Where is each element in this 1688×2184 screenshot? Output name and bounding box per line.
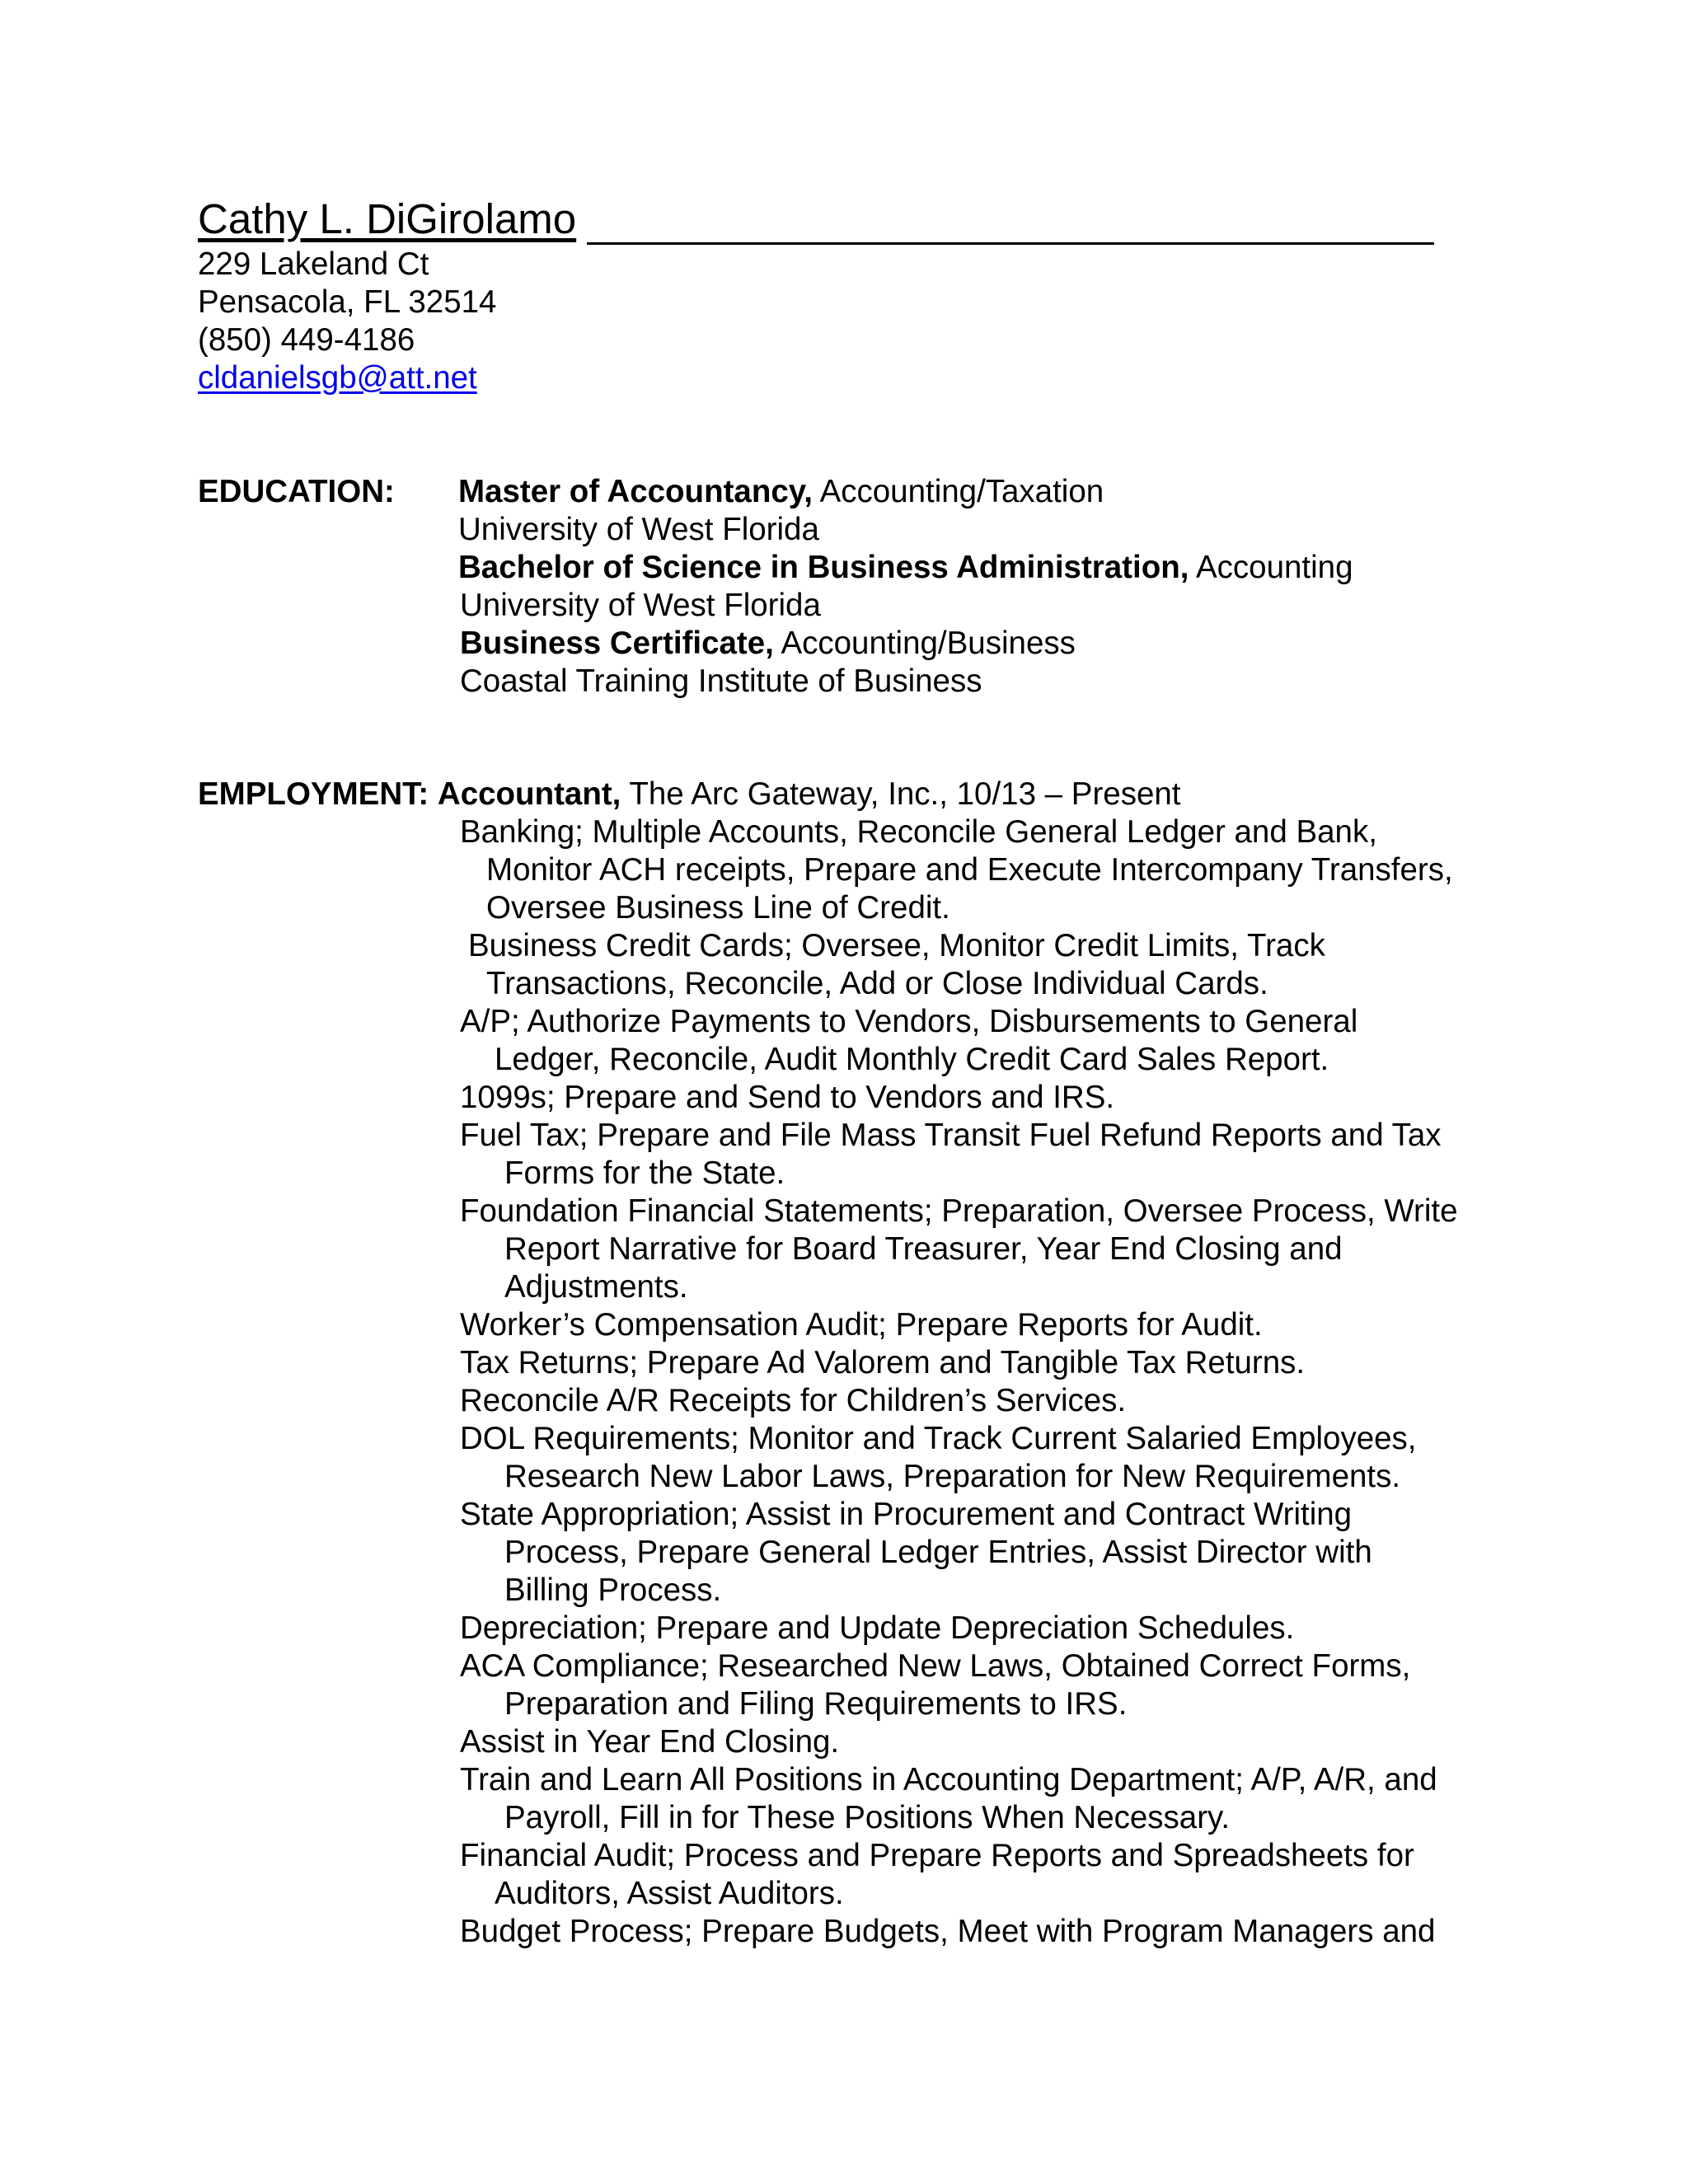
name-underline-rule — [587, 242, 1434, 245]
duty-line: Process, Prepare General Ledger Entries, Assist Director with — [504, 1535, 1372, 1570]
degree-title: Business Certificate, — [460, 626, 774, 661]
job-title: Accountant, — [437, 776, 621, 812]
duty-line: Adjustments. — [504, 1269, 688, 1305]
duty-line: Budget Process; Prepare Budgets, Meet with Program Managers and — [460, 1914, 1436, 1949]
duty-line: 1099s; Prepare and Send to Vendors and IRS. — [460, 1080, 1115, 1115]
employment-heading: EMPLOYMENT: — [198, 776, 429, 812]
degree-title: Master of Accountancy, — [458, 474, 814, 509]
duty-line: Forms for the State. — [504, 1155, 785, 1191]
education-entry-3-degree-line — [460, 625, 1076, 663]
duty-line: Financial Audit; Process and Prepare Reports and Spreadsheets for — [460, 1838, 1414, 1873]
duty-line: A/P; Authorize Payments to Vendors, Disbursements to General — [460, 1004, 1358, 1039]
duty-line: Transactions, Reconcile, Add or Close Individual Cards. — [486, 966, 1268, 1001]
degree-title: Bachelor of Science in Business Administration, — [458, 550, 1189, 585]
duty-line: Preparation and Filing Requirements to IRS. — [504, 1686, 1128, 1722]
degree-field: Accounting/Taxation — [813, 474, 1104, 509]
degree-field: Accounting/Business — [773, 626, 1076, 661]
email-link[interactable]: cldanielsgb@att.net — [198, 360, 477, 396]
duty-line: Oversee Business Line of Credit. — [486, 890, 950, 926]
duty-line: Payroll, Fill in for These Positions When Necessary. — [504, 1800, 1231, 1835]
duty-line: Assist in Year End Closing. — [460, 1724, 840, 1760]
duty-line: Research New Labor Laws, Preparation for New Requirements. — [504, 1459, 1401, 1494]
duty-line: Foundation Financial Statements; Preparation, Oversee Process, Write — [460, 1193, 1458, 1229]
phone-number: (850) 449-4186 — [198, 322, 415, 358]
education-entry-2-school: University of West Florida — [460, 588, 821, 623]
duty-line: Banking; Multiple Accounts, Reconcile General Ledger and Bank, — [460, 814, 1377, 850]
duty-line: Reconcile A/R Receipts for Children’s Services. — [460, 1383, 1127, 1418]
education-entry-3-school: Coastal Training Institute of Business — [460, 663, 982, 699]
duty-line: Worker’s Compensation Audit; Prepare Reports for Audit. — [460, 1307, 1263, 1343]
duty-line: Ledger, Reconcile, Audit Monthly Credit Card Sales Report. — [495, 1042, 1329, 1077]
duty-line: Train and Learn All Positions in Accounting Department; A/P, A/R, and — [460, 1762, 1437, 1797]
duty-line: Depreciation; Prepare and Update Depreciation Schedules. — [460, 1610, 1295, 1646]
applicant-name: Cathy L. DiGirolamo — [198, 195, 577, 242]
duty-line: Auditors, Assist Auditors. — [495, 1876, 844, 1911]
duty-line: Business Credit Cards; Oversee, Monitor Credit Limits, Track — [468, 928, 1325, 963]
duty-line: Monitor ACH receipts, Prepare and Execute Intercompany Transfers, — [486, 852, 1453, 888]
duty-line: Billing Process. — [504, 1572, 722, 1608]
education-entry-1-school: University of West Florida — [458, 512, 819, 547]
job-employer-dates: The Arc Gateway, Inc., 10/13 – Present — [621, 776, 1181, 812]
duty-line: DOL Requirements; Monitor and Track Current Salaried Employees, — [460, 1421, 1417, 1456]
employment-header-line — [198, 776, 1180, 813]
duty-line: Fuel Tax; Prepare and File Mass Transit Fuel Refund Reports and Tax — [460, 1118, 1442, 1153]
education-entry-2-degree-line — [458, 549, 1353, 587]
address-line-1: 229 Lakeland Ct — [198, 246, 429, 282]
duty-line: ACA Compliance; Researched New Laws, Obtained Correct Forms, — [460, 1648, 1411, 1684]
education-heading: EDUCATION: — [198, 474, 395, 509]
degree-field: Accounting — [1189, 550, 1353, 585]
duty-line: Tax Returns; Prepare Ad Valorem and Tangible Tax Returns. — [460, 1345, 1306, 1380]
education-entry-1-degree-line — [458, 473, 1104, 511]
address-line-2: Pensacola, FL 32514 — [198, 284, 497, 320]
duty-line: State Appropriation; Assist in Procurement and Contract Writing — [460, 1497, 1353, 1532]
duty-line: Report Narrative for Board Treasurer, Year End Closing and — [504, 1231, 1343, 1267]
